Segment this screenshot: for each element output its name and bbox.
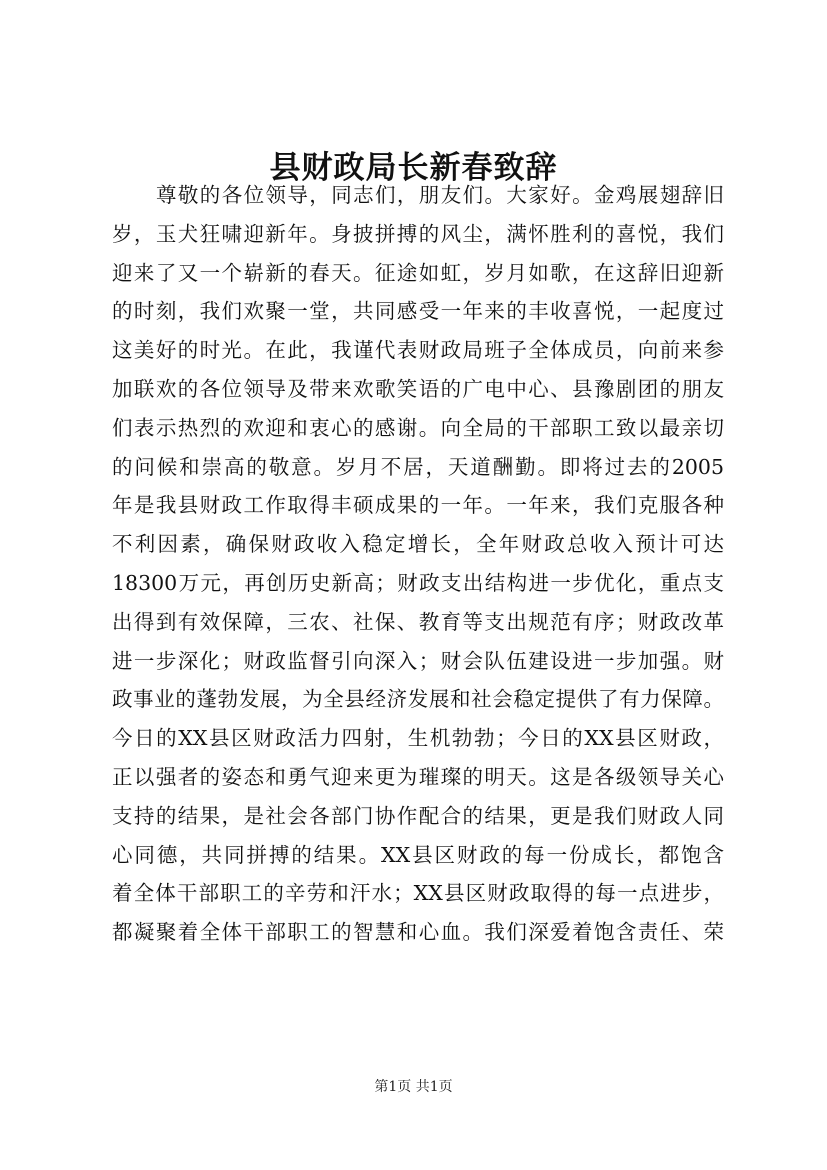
body-line: 的时刻，我们欢聚一堂，共同感受一年来的丰收喜悦，一起度过 — [112, 299, 724, 324]
body-line: 正以强者的姿态和勇气迎来更为璀璨的明天。这是各级领导关心 — [112, 764, 724, 789]
body-line: 的问候和崇高的敬意。岁月不居，天道酬勤。即将过去的2005 — [112, 454, 724, 479]
body-line: 政事业的蓬勃发展，为全县经济发展和社会稳定提供了有力保障。 — [112, 687, 724, 712]
body-line: 不利因素，确保财政收入稳定增长，全年财政总收入预计可达 — [112, 532, 724, 557]
body-line: 年是我县财政工作取得丰硕成果的一年。一年来，我们克服各种 — [112, 493, 724, 518]
document-title: 县财政局长新春致辞 — [269, 150, 558, 186]
body-line: 这美好的时光。在此，我谨代表财政局班子全体成员，向前来参 — [112, 338, 724, 363]
body-line: 都凝聚着全体干部职工的智慧和心血。我们深爱着饱含责任、荣 — [112, 920, 724, 945]
body-line: 进一步深化；财政监督引向深入；财会队伍建设进一步加强。财 — [112, 648, 724, 673]
body-line: 加联欢的各位领导及带来欢歌笑语的广电中心、县豫剧团的朋友 — [112, 376, 724, 401]
body-line: 18300万元，再创历史新高；财政支出结构进一步优化，重点支 — [112, 570, 724, 595]
body-line: 支持的结果，是社会各部门协作配合的结果，更是我们财政人同 — [112, 803, 724, 828]
body-line: 出得到有效保障，三农、社保、教育等支出规范有序；财政改革 — [112, 609, 724, 634]
page-footer: 第1页 共1页 — [374, 1079, 453, 1095]
body-line: 们表示热烈的欢迎和衷心的感谢。向全局的干部职工致以最亲切 — [112, 415, 724, 440]
body-line: 着全体干部职工的辛劳和汗水；XX县区财政取得的每一点进步， — [112, 881, 724, 906]
document-body — [112, 176, 724, 952]
body-line: 岁，玉犬狂啸迎新年。身披拼搏的风尘，满怀胜利的喜悦，我们 — [112, 221, 724, 246]
body-line: 尊敬的各位领导，同志们，朋友们。大家好。金鸡展翅辞旧 — [156, 183, 724, 207]
body-line: 今日的XX县区财政活力四射，生机勃勃；今日的XX县区财政， — [112, 726, 724, 751]
body-line: 迎来了又一个崭新的春天。征途如虹，岁月如歌，在这辞旧迎新 — [112, 260, 724, 285]
body-line: 心同德，共同拼搏的结果。XX县区财政的每一份成长，都饱含 — [112, 842, 724, 867]
